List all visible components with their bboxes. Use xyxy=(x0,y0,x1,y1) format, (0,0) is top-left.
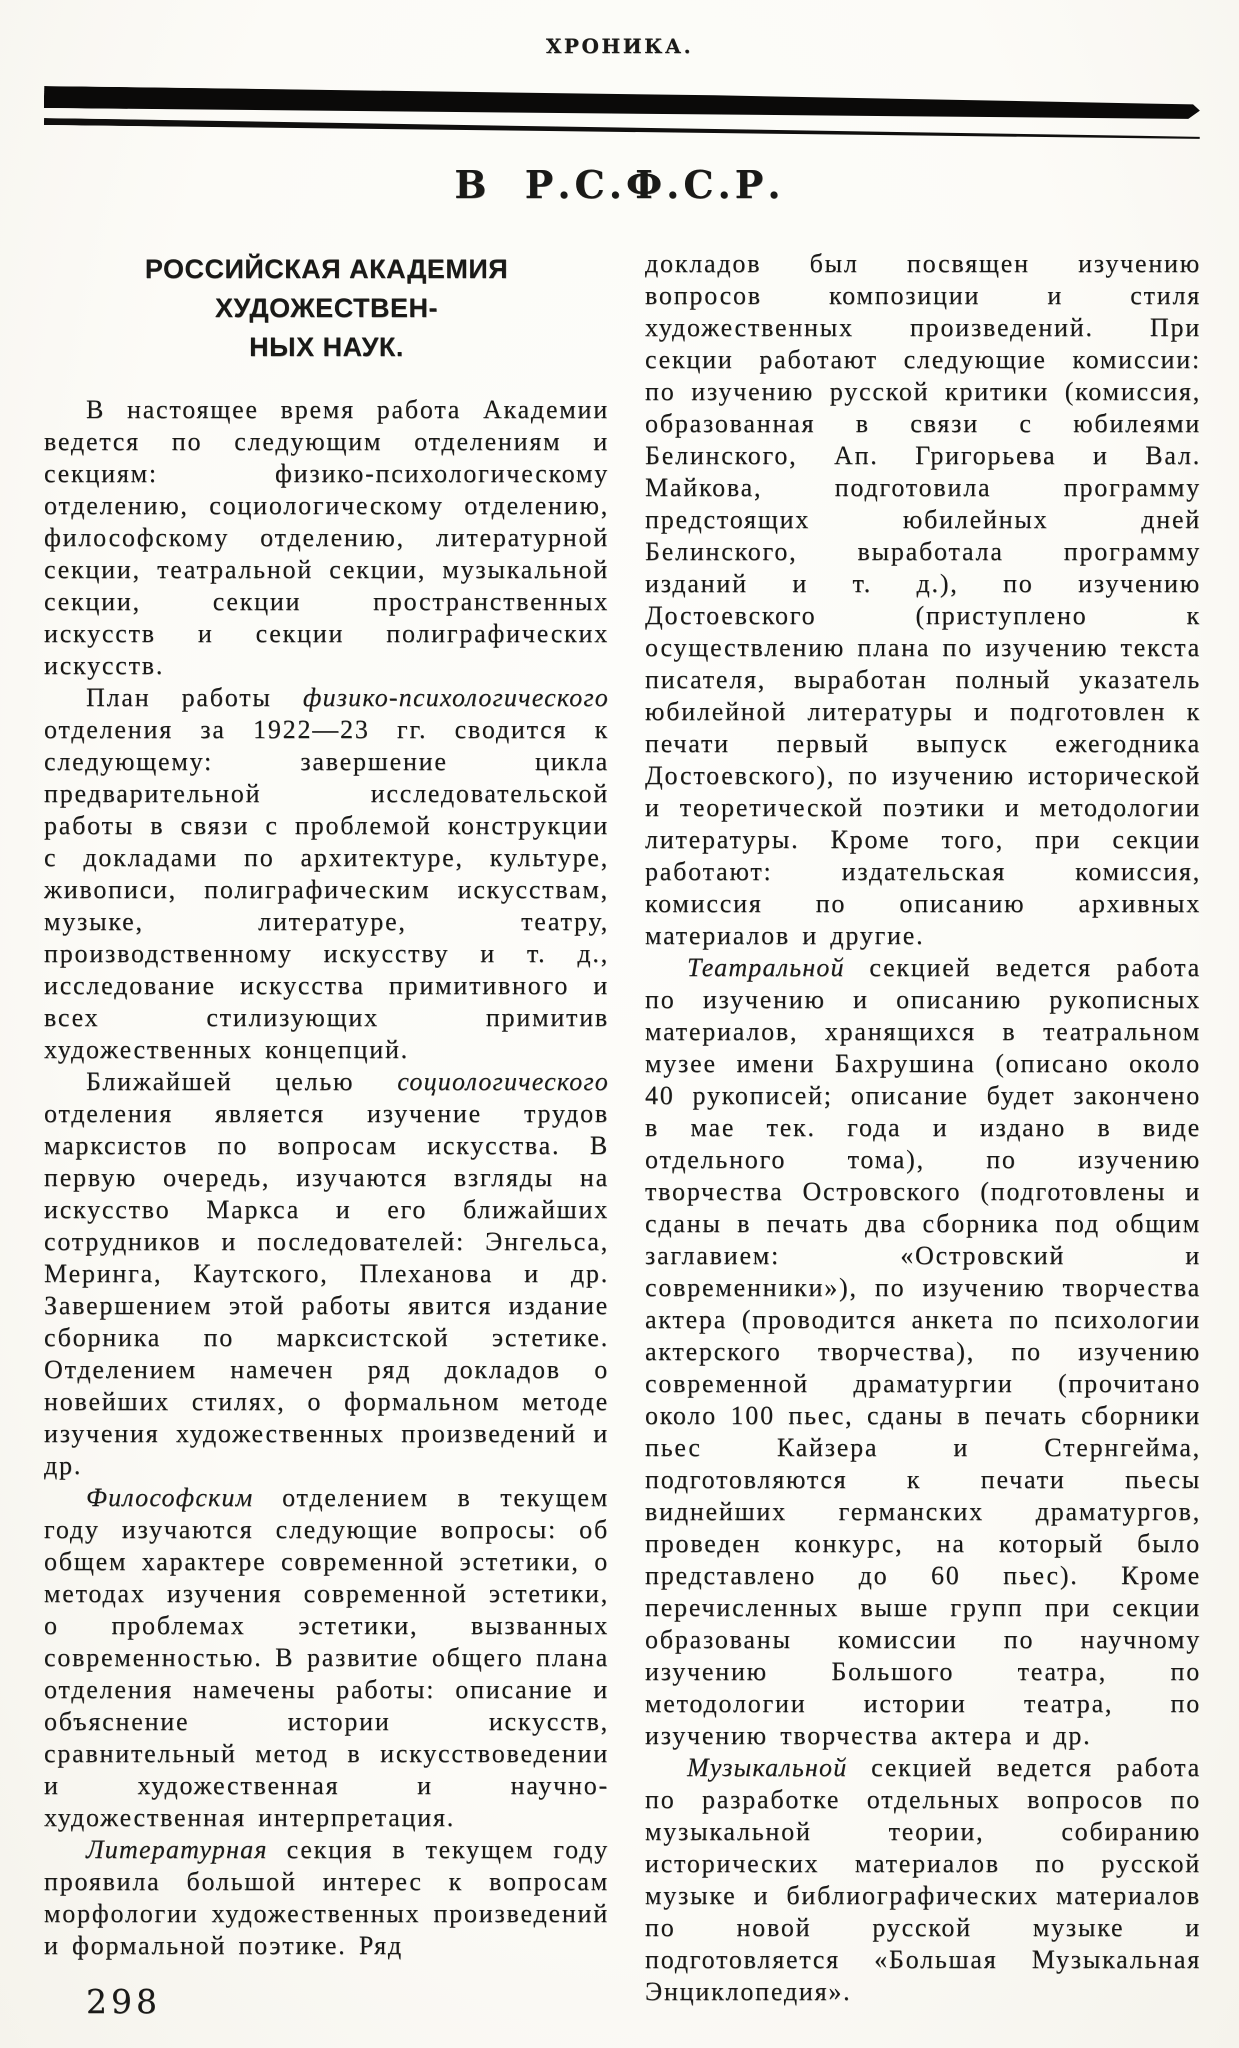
text-run: секцией ведется работа по разработке отдельных вопросов по музыкальной теории, собиранию исторических материалов по русской музыке и библиографических материалов по новой русской музыке и подготовляется «Большая Музыкальная Энциклопедия». xyxy=(645,1753,1201,2006)
text-run: План работы xyxy=(86,683,303,712)
text-run: Ближайшей целью xyxy=(86,1067,398,1096)
italic-text-run: Литературная xyxy=(86,1835,268,1864)
italic-text-run: физико-психологического xyxy=(302,683,609,712)
italic-text-run: Театральной xyxy=(687,953,845,982)
text-run: отделения за 1922—23 гг. сводится к следующему: завершение цикла предварительной исследовательской работы в связи с проблемой конструкции с докладами по архитектуре, культуре, живописи, полиграфическим искусствам, музыке, литературе, театру, производственному искусству и т. д., исследование искусства примитивного и всех стилизующих примитив художественных концепций. xyxy=(44,715,609,1064)
paragraph xyxy=(645,248,1201,952)
article-heading-line-2: НЫХ НАУК. xyxy=(249,332,404,362)
text-run: отделения является изучение трудов марксистов по вопросам искусства. В первую очередь, изучаются взгляды на искусство Маркса и его ближайших сотрудников и последователей: Энгельса, Меринга, Каутского, Плеханова и др. Завершением этой работы явится издание сборника по марксистской эстетике. Отделением намечен ряд докладов о новейших стилях, о формальном методе изучения художественных произведений и др. xyxy=(44,1099,609,1480)
text-run: секцией ведется работа по изучению и описанию рукописных материалов, хранящихся в театральном музее имени Бахрушина (описано около 40 рукописей; описание будет закончено в мае тек. года и издано в виде отдельного тома), по изучению творчества Островского (подготовлены и сданы в печать два сборника под общим заглавием: «Островский и современники»), по изучению творчества актера (проводится анкета по психологии актерского творчества), по изучению современной драматургии (прочитано около 100 пьес, сданы в печать сборники пьес Кайзера и Стернгейма, подготовляются к печати пьесы виднейших германских драматургов, проведен конкурс, на который было представлено до 60 пьес). Кроме перечисленных выше групп при секции образованы комиссии по научному изучению Большого театра, по методологии истории театра, по изучению творчества актера и др. xyxy=(645,953,1201,1750)
text-run: В настоящее время работа Академии ведется по следующим отделениям и секциям: физико-психологическому отделению, социологическому отделению, философскому отделению, литературной секции, театральной секции, музыкальной секции, секции пространственных искусств и секции полиграфических искусств. xyxy=(44,395,609,680)
header-double-rule xyxy=(44,86,1200,125)
paragraph xyxy=(44,1066,609,1482)
left-column-paragraphs xyxy=(44,394,609,1962)
italic-text-run: социологического xyxy=(397,1067,609,1096)
running-head: ХРОНИКА. xyxy=(545,34,694,58)
paragraph xyxy=(44,1482,609,1834)
right-column-paragraphs xyxy=(645,248,1201,2008)
paragraph xyxy=(645,1752,1201,2008)
page-number: 298 xyxy=(86,1982,161,2021)
paragraph xyxy=(44,682,609,1066)
italic-text-run: Музыкальной xyxy=(687,1753,848,1782)
paragraph xyxy=(44,1834,609,1962)
italic-text-run: Философским xyxy=(86,1483,254,1512)
left-column xyxy=(44,248,609,2008)
right-column xyxy=(645,248,1201,2008)
text-run: секция в текущем году проявила большой интерес к вопросам морфологии художественных произведений и формальной поэтике. Ряд xyxy=(44,1835,609,1960)
thick-rule xyxy=(44,86,1200,123)
paragraph xyxy=(44,394,609,682)
thin-rule xyxy=(44,118,1200,141)
article-heading-line-1: РОССИЙСКАЯ АКАДЕМИЯ ХУДОЖЕСТВЕН- xyxy=(144,254,509,323)
text-columns xyxy=(44,248,1201,2008)
section-title: В Р.С.Ф.С.Р. xyxy=(454,162,785,207)
paragraph xyxy=(645,952,1201,1752)
text-run: отделением в текущем году изучаются следующие вопросы: об общем характере современной эстетики, о методах изучения современной эстетики, о проблемах эстетики, вызванных современностью. В развитие общего плана отделения намечены работы: описание и объяснение истории искусств, сравнительный метод в искусствоведении и художественная и научно-художественная интерпретация. xyxy=(44,1483,609,1832)
article-heading xyxy=(44,250,609,367)
text-run: докладов был посвящен изучению вопросов композиции и стиля художественных произведений. При секции работают следующие комиссии: по изучению русской критики (комиссия, образованная в связи с юбилеями Белинского, Ап. Григорьева и Вал. Майкова, подготовила программу предстоящих юбилейных дней Белинского, выработала программу изданий и т. д.), по изучению Достоевского (приступлено к осуществлению плана по изучению текста писателя, выработан полный указатель юбилейной литературы и подготовлен к печати первый выпуск ежегодника Достоевского), по изучению исторической и теоретической поэтики и методологии литературы. Кроме того, при секции работают: издательская комиссия, комиссия по описанию архивных материалов и другие. xyxy=(645,249,1202,950)
